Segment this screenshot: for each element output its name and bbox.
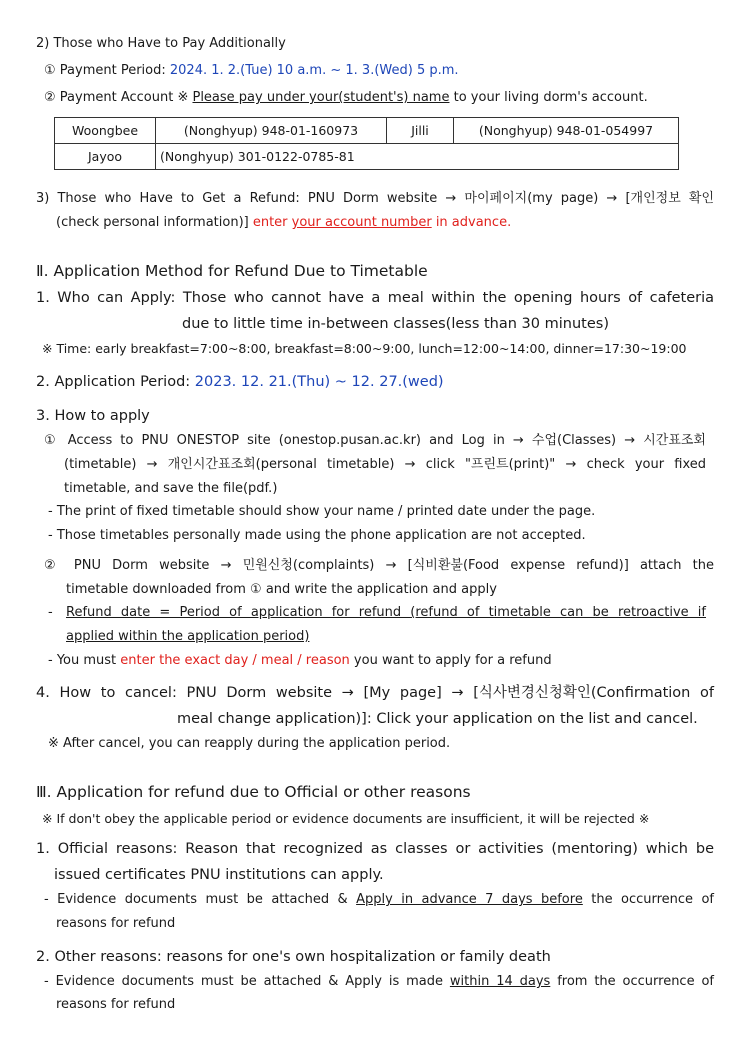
other-evidence-deadline: within 14 days — [449, 974, 551, 989]
refund-date-line1: Refund date = Period of application for refund (refund of timetable can be retroactive if — [66, 605, 706, 620]
official-reasons-line2: issued certificates PNU institutions can apply. — [54, 867, 384, 883]
step1-line2: (timetable) → 개인시간표조회(personal timetable) → click "프린트(print)" → check your fixed — [64, 457, 706, 472]
refund-intro-line1: 3) Those who Have to Get a Refund: PNU Dorm website → 마이페이지(my page) → [개인정보 확인 — [36, 191, 714, 206]
payment-period-label: ① Payment Period: — [44, 63, 170, 78]
who-can-apply-line1: 1. Who can Apply: Those who cannot have a meal within the opening hours of cafeteria — [36, 290, 714, 306]
official-evidence-deadline: Apply in advance 7 days before — [356, 892, 583, 907]
refund-date-line2: applied within the application period) — [66, 629, 310, 644]
other-evidence-prefix: - Evidence documents must be attached & Apply is made — [44, 974, 450, 989]
table-cell-account: (Nonghyup) 948-01-054997 — [454, 118, 679, 144]
application-period-value: 2023. 12. 21.(Thu) ~ 12. 27.(wed) — [194, 374, 444, 390]
refund-intro-enter: enter — [252, 215, 292, 230]
rejection-warning: ※ If don't obey the applicable period or evidence documents are insufficient, it will be rejected ※ — [42, 811, 650, 826]
payment-period-value: 2024. 1. 2.(Tue) 10 a.m. ~ 1. 3.(Wed) 5 p.m. — [169, 63, 459, 78]
bullet-exact-day-prefix: - You must — [48, 653, 121, 668]
meal-time-note: ※ Time: early breakfast=7:00~8:00, breakfast=8:00~9:00, lunch=12:00~14:00, dinner=17:30~19:00 — [42, 341, 687, 356]
account-table — [54, 117, 679, 170]
table-row — [55, 118, 679, 144]
other-evidence-suffix: from the occurrence of — [550, 974, 714, 989]
official-reasons-line1: 1. Official reasons: Reason that recognized as classes or activities (mentoring) which be — [36, 841, 714, 857]
cancel-line2: meal change application)]: Click your application on the list and cancel. — [177, 711, 698, 727]
who-can-apply-line2: due to little time in-between classes(less than 30 minutes) — [182, 316, 609, 332]
refund-intro-account-number: your account number — [291, 215, 432, 230]
refund-intro-check: (check personal information)] — [56, 215, 253, 230]
cancel-line1: 4. How to cancel: PNU Dorm website → [My page] → [식사변경신청확인(Confirmation of — [36, 685, 714, 701]
payment-account — [44, 89, 648, 107]
step2-line1: ② PNU Dorm website → 민원신청(complaints) → [식비환불(Food expense refund)] attach the — [44, 558, 714, 573]
official-evidence-line1 — [44, 891, 714, 909]
table-cell-dorm: Jilli — [387, 118, 454, 144]
table-cell-account: (Nonghyup) 301-0122-0785-81 — [156, 144, 679, 170]
table-row — [55, 144, 679, 170]
bullet-exact-day — [48, 652, 552, 670]
refund-intro-line2 — [56, 214, 511, 232]
application-period — [36, 373, 444, 391]
step2-line2: timetable downloaded from ① and write the application and apply — [66, 582, 497, 597]
other-evidence-line2: reasons for refund — [56, 997, 176, 1012]
other-reasons-title: 2. Other reasons: reasons for one's own hospitalization or family death — [36, 949, 551, 965]
other-evidence-line1 — [44, 973, 714, 991]
bullet-exact-day-suffix: you want to apply for a refund — [349, 653, 552, 668]
official-evidence-prefix: - Evidence documents must be attached & — [44, 892, 357, 907]
official-evidence-suffix: the occurrence of — [582, 892, 714, 907]
payment-period — [44, 62, 459, 80]
table-cell-dorm: Jayoo — [55, 144, 156, 170]
payment-account-label: ② Payment Account ※ — [44, 90, 193, 105]
bullet-print-requirement: - The print of fixed timetable should show your name / printed date under the page. — [48, 504, 596, 519]
step1-line1: ① Access to PNU ONESTOP site (onestop.pusan.ac.kr) and Log in → 수업(Classes) → 시간표조회 — [44, 433, 706, 448]
refund-intro-advance: in advance. — [431, 215, 512, 230]
section2-title: Ⅱ. Application Method for Refund Due to Timetable — [36, 262, 428, 280]
cancel-note: ※ After cancel, you can reapply during the application period. — [48, 736, 451, 751]
bullet-exact-day-highlight: enter the exact day / meal / reason — [120, 653, 350, 668]
payment-account-tail: to your living dorm's account. — [449, 90, 648, 105]
payment-account-instruction: Please pay under your(student's) name — [192, 90, 450, 105]
how-to-apply-title: 3. How to apply — [36, 408, 150, 424]
step1-line3: timetable, and save the file(pdf.) — [64, 481, 278, 496]
refund-date-dash: - — [48, 605, 53, 620]
table-cell-dorm: Woongbee — [55, 118, 156, 144]
bullet-phone-app: - Those timetables personally made using the phone application are not accepted. — [48, 528, 586, 543]
section3-title: Ⅲ. Application for refund due to Official or other reasons — [36, 783, 471, 801]
official-evidence-line2: reasons for refund — [56, 916, 176, 931]
table-cell-account: (Nonghyup) 948-01-160973 — [156, 118, 387, 144]
pay-heading: 2) Those who Have to Pay Additionally — [36, 36, 286, 51]
application-period-label: 2. Application Period: — [36, 374, 195, 390]
